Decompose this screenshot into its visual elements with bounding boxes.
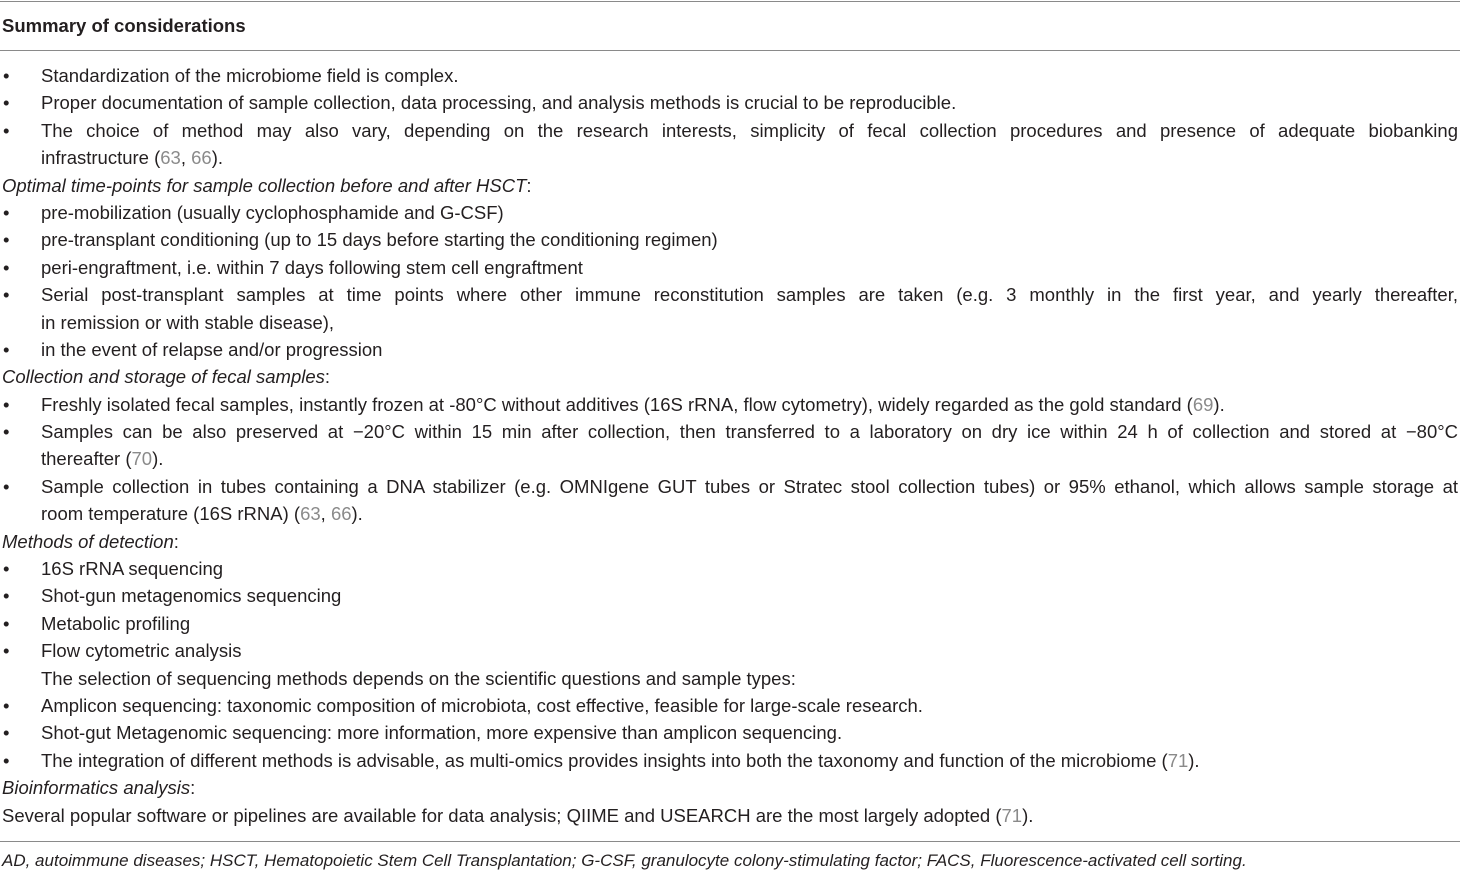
reference-link[interactable]: 71 <box>1167 749 1189 771</box>
item-text: Metabolic profiling <box>41 612 191 634</box>
bullet-glyph: • <box>3 558 10 580</box>
bullet-item <box>0 582 1460 609</box>
item-text: Shot-gun metagenomics sequencing <box>41 585 342 607</box>
bullet-glyph: • <box>3 722 10 744</box>
reference-link[interactable]: 66 <box>330 503 352 525</box>
bullet-glyph: • <box>3 749 10 771</box>
item-text: The selection of sequencing methods depends on the scientific questions and sample types: <box>41 667 796 689</box>
bullet-item-continuation <box>0 309 1460 336</box>
item-text: in the event of relapse and/or progression <box>41 338 383 360</box>
reference-link[interactable]: 63 <box>160 147 181 169</box>
table-header-rule <box>0 50 1460 51</box>
section-heading: Methods of detection: <box>2 530 179 552</box>
bullet-item <box>0 254 1460 281</box>
item-text: Sample collection in tubes containing a DNA stabilizer (e.g. OMNIgene GUT tubes or Stratec stool collection tubes) or 95% ethanol, which allows sample storage at <box>41 475 1458 497</box>
reference-link[interactable]: 71 <box>1001 804 1023 826</box>
item-text: pre-transplant conditioning (up to 15 days before starting the conditioning regimen) <box>41 229 718 251</box>
item-text: thereafter (70). <box>41 448 164 470</box>
table-top-rule <box>0 1 1460 2</box>
bullet-item-continuation <box>0 500 1460 527</box>
bullet-item-continuation <box>0 144 1460 171</box>
bullet-glyph: • <box>3 421 10 443</box>
bullet-item <box>0 610 1460 637</box>
section-heading: Collection and storage of fecal samples: <box>2 366 331 388</box>
bullet-glyph: • <box>3 92 10 114</box>
bullet-item <box>0 336 1460 363</box>
bullet-glyph: • <box>3 119 10 141</box>
bullet-glyph: • <box>3 393 10 415</box>
bullet-item <box>0 199 1460 226</box>
bullet-item <box>0 473 1460 500</box>
bullet-glyph: • <box>3 585 10 607</box>
bullet-item <box>0 117 1460 144</box>
section-title: Bioinformatics analysis <box>2 777 191 799</box>
bullet-item-continuation <box>0 445 1460 472</box>
bullet-item <box>0 692 1460 719</box>
reference-link[interactable]: 70 <box>131 448 153 470</box>
section-title: Optimal time-points for sample collection before and after HSCT <box>2 174 527 196</box>
table-header: Summary of considerations <box>2 15 246 36</box>
item-text: peri-engraftment, i.e. within 7 days following stem cell engraftment <box>41 256 583 278</box>
bullet-glyph: • <box>3 640 10 662</box>
indented-note <box>0 665 1460 692</box>
bullet-glyph: • <box>3 475 10 497</box>
section-title: Collection and storage of fecal samples <box>2 366 325 388</box>
item-text: Samples can be also preserved at −20°C within 15 min after collection, then transferred to a laboratory on dry ice within 24 h of collection and stored at −80°C <box>41 421 1458 443</box>
item-text: Serial post-transplant samples at time points where other immune reconstitution samples are taken (e.g. 3 monthly in the first year, and yearly thereafter, <box>41 284 1458 306</box>
item-text: infrastructure (63, 66). <box>41 147 224 169</box>
item-text: Freshly isolated fecal samples, instantly frozen at -80°C without additives (16S rRNA, flow cytometry), widely regarded as the gold standard (69). <box>41 393 1225 415</box>
bullet-item <box>0 226 1460 253</box>
reference-link[interactable]: 66 <box>191 147 212 169</box>
item-text: Flow cytometric analysis <box>41 640 242 662</box>
bullet-item <box>0 747 1460 774</box>
table-bottom-rule <box>0 841 1460 842</box>
bullet-item <box>0 555 1460 582</box>
bullet-item <box>0 62 1460 89</box>
bullet-glyph: • <box>3 65 10 86</box>
reference-link[interactable]: 63 <box>300 503 321 525</box>
item-text: Proper documentation of sample collection, data processing, and analysis methods is crucial to be reproducible. <box>41 92 957 114</box>
item-text: room temperature (16S rRNA) (63, 66). <box>41 503 363 525</box>
section-title: Methods of detection <box>2 530 174 552</box>
item-text: Several popular software or pipelines are available for data analysis; QIIME and USEARCH are the most largely adopted (71). <box>2 804 1034 826</box>
bullet-item <box>0 89 1460 116</box>
item-text: pre-mobilization (usually cyclophosphamide and G-CSF) <box>41 201 504 223</box>
bullet-glyph: • <box>3 338 10 360</box>
bullet-item <box>0 719 1460 746</box>
item-text: Standardization of the microbiome field is complex. <box>41 65 459 86</box>
bullet-glyph: • <box>3 229 10 251</box>
table-footnote: AD, autoimmune diseases; HSCT, Hematopoietic Stem Cell Transplantation; G-CSF, granulocyte colony-stimulating factor; FACS, Fluorescence-activated cell sorting. <box>2 851 1247 870</box>
item-text: in remission or with stable disease), <box>41 311 335 333</box>
plain-line <box>0 802 1460 829</box>
bullet-glyph: • <box>3 284 10 306</box>
item-text: Amplicon sequencing: taxonomic composition of microbiota, cost effective, feasible for large-scale research. <box>41 694 923 716</box>
reference-link[interactable]: 69 <box>1192 393 1214 415</box>
item-text: The integration of different methods is advisable, as multi-omics provides insights into both the taxonomy and function of the microbiome (71). <box>41 749 1200 771</box>
item-text: Shot-gut Metagenomic sequencing: more information, more expensive than amplicon sequencing. <box>41 722 843 744</box>
item-text: 16S rRNA sequencing <box>41 558 224 580</box>
bullet-item <box>0 281 1460 308</box>
section-heading: Bioinformatics analysis: <box>2 777 196 799</box>
item-text: The choice of method may also vary, depending on the research interests, simplicity of fecal collection procedures and presence of adequate biobanking <box>41 119 1458 141</box>
bullet-item <box>0 637 1460 664</box>
bullet-item <box>0 418 1460 445</box>
table-body <box>0 62 1460 829</box>
bullet-item <box>0 391 1460 418</box>
section-heading: Optimal time-points for sample collection before and after HSCT: <box>2 174 532 196</box>
bullet-glyph: • <box>3 256 10 278</box>
bullet-glyph: • <box>3 201 10 223</box>
bullet-glyph: • <box>3 612 10 634</box>
bullet-glyph: • <box>3 694 10 716</box>
